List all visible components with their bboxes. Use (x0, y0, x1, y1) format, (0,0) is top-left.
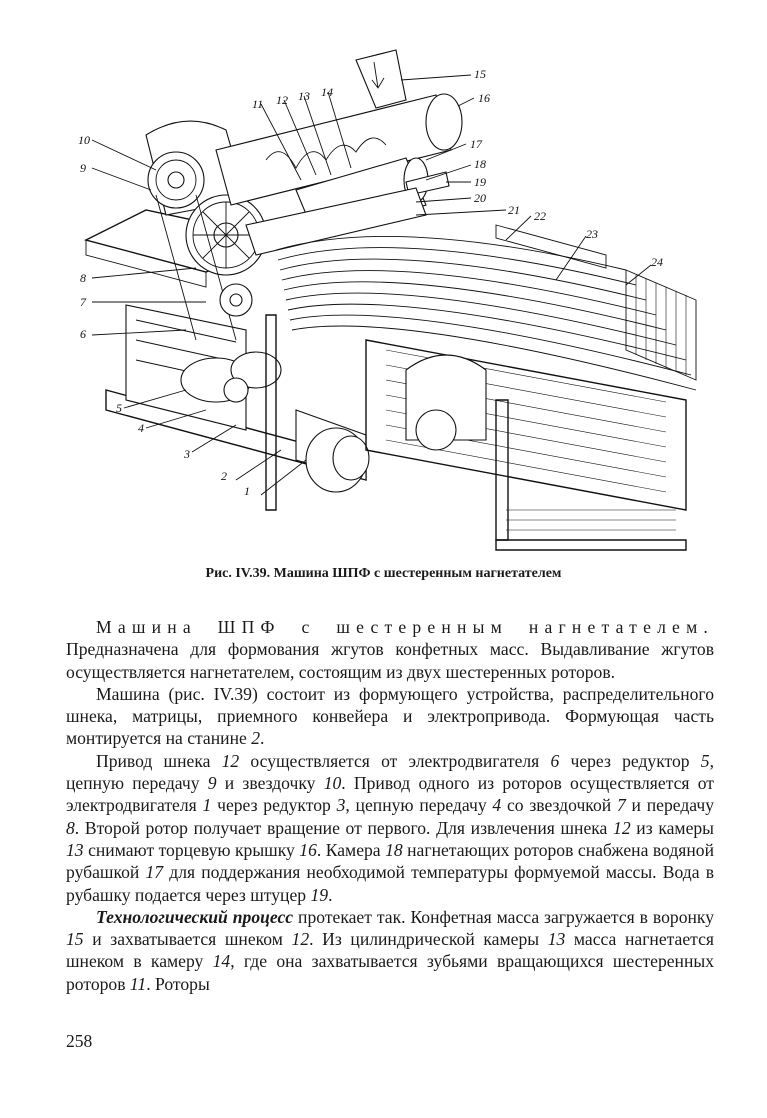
ref-number: 12 (613, 817, 631, 838)
label-4: 4 (138, 421, 144, 435)
text-run: , цепную передачу (66, 750, 714, 794)
ref-number: 9 (207, 773, 217, 794)
label-7: 7 (80, 295, 86, 309)
paragraph (66, 906, 714, 995)
machine-drawing (66, 40, 706, 560)
text-run: . Второй ротор получает вращение от первого. Для извлечения шнека (74, 817, 614, 838)
machine-illustration (66, 40, 706, 560)
text-run: нагнетающих роторов снабжена водяной рубашкой (66, 839, 715, 883)
text-run: со звездочкой (501, 795, 617, 816)
text-run: . Привод одного из роторов осуществляется от электродвигателя (66, 773, 714, 816)
ref-number: 15 (66, 929, 84, 950)
label-22: 22 (534, 209, 546, 223)
label-17: 17 (470, 137, 482, 151)
paragraph (66, 616, 714, 683)
text-run: . Из цилиндрической камеры (309, 929, 548, 950)
ref-number: 19 (310, 884, 329, 905)
text-run: масса нагнетается шнеком в камеру (66, 929, 714, 972)
label-13: 13 (298, 89, 310, 103)
text-run: протекает так. Конфетная масса загружается в воронку (293, 906, 714, 927)
text-run: , где она захватывается зубьями вращающихся шестеренных роторов (66, 951, 715, 994)
text-run: для поддержания необходимой температуры формуемой массы. Вода в рубашку подается через штуцер (66, 862, 714, 905)
text-run: осуществляется от электродвигателя (239, 750, 551, 771)
text-run: и звездочку (216, 773, 324, 794)
ref-number: 7 (616, 795, 626, 816)
label-11: 11 (252, 97, 264, 111)
label-19: 19 (474, 175, 486, 189)
ref-number: 10 (323, 773, 342, 794)
ref-number: 12 (291, 929, 310, 950)
text-run: через редуктор (211, 795, 337, 816)
text-run: снимают торцевую крышку (83, 839, 300, 860)
ref-number: 13 (547, 929, 566, 950)
page-number: 258 (66, 1031, 93, 1051)
label-14: 14 (321, 85, 333, 99)
label-21: 21 (508, 203, 520, 217)
ref-number: 16 (299, 839, 317, 860)
label-18: 18 (474, 157, 486, 171)
label-10: 10 (78, 133, 90, 147)
text-run: из камеры (630, 817, 714, 838)
label-15: 15 (474, 67, 486, 81)
ref-number: 5 (700, 750, 710, 771)
label-6: 6 (80, 327, 86, 341)
text-run: . (260, 728, 265, 749)
label-8: 8 (80, 271, 86, 285)
text-run: . (328, 884, 333, 905)
label-12: 12 (276, 93, 288, 107)
label-5: 5 (116, 401, 122, 415)
paragraph (66, 683, 714, 750)
text-run: Предназначена для формования жгутов конфетных масс. Выдавливание жгутов осуществляется нагнетателем, состоящим из двух шестеренных роторов. (66, 639, 714, 682)
ref-number: 11 (129, 973, 147, 994)
body-text (66, 616, 714, 995)
text-run: . Камера (316, 839, 386, 860)
label-24: 24 (651, 255, 663, 269)
text-run: и передачу (625, 795, 715, 816)
label-1: 1 (244, 484, 250, 498)
bold-italic-term: Технологический процесс (96, 906, 294, 927)
text-run: Машина (рис. IV.39) состоит из формующего устройства, распределительного шнека, матрицы, приемного конвейера и электропривода. Формующая часть монтируется на станине (66, 683, 714, 749)
text-run: . Роторы (146, 973, 210, 994)
figure-caption: Рис. IV.39. Машина ШПФ с шестеренным нагнетателем (205, 566, 562, 581)
text-run: через редуктор (559, 750, 701, 771)
ref-number: 18 (385, 839, 403, 860)
spaced-heading: Машина ШПФ с шестеренным нагнетателем. (96, 617, 714, 637)
ref-number: 3 (336, 795, 346, 816)
ref-number: 17 (145, 862, 164, 883)
label-16: 16 (478, 91, 490, 105)
label-20: 20 (474, 191, 486, 205)
text-run: , цепную передачу (345, 795, 493, 816)
ref-number: 6 (550, 750, 560, 771)
label-2: 2 (221, 469, 227, 483)
ref-number: 12 (221, 750, 240, 771)
paragraph (66, 750, 714, 906)
ref-number: 2 (251, 728, 260, 749)
text-run: Привод шнека (96, 750, 222, 771)
text-run: и захватывается шнеком (83, 929, 292, 950)
ref-number: 8 (66, 817, 75, 838)
label-3: 3 (184, 447, 190, 461)
label-9: 9 (80, 161, 86, 175)
ref-number: 14 (212, 951, 231, 972)
ref-number: 13 (66, 839, 84, 860)
ref-number: 4 (492, 795, 502, 816)
ref-number: 1 (202, 795, 212, 816)
label-23: 23 (586, 227, 598, 241)
